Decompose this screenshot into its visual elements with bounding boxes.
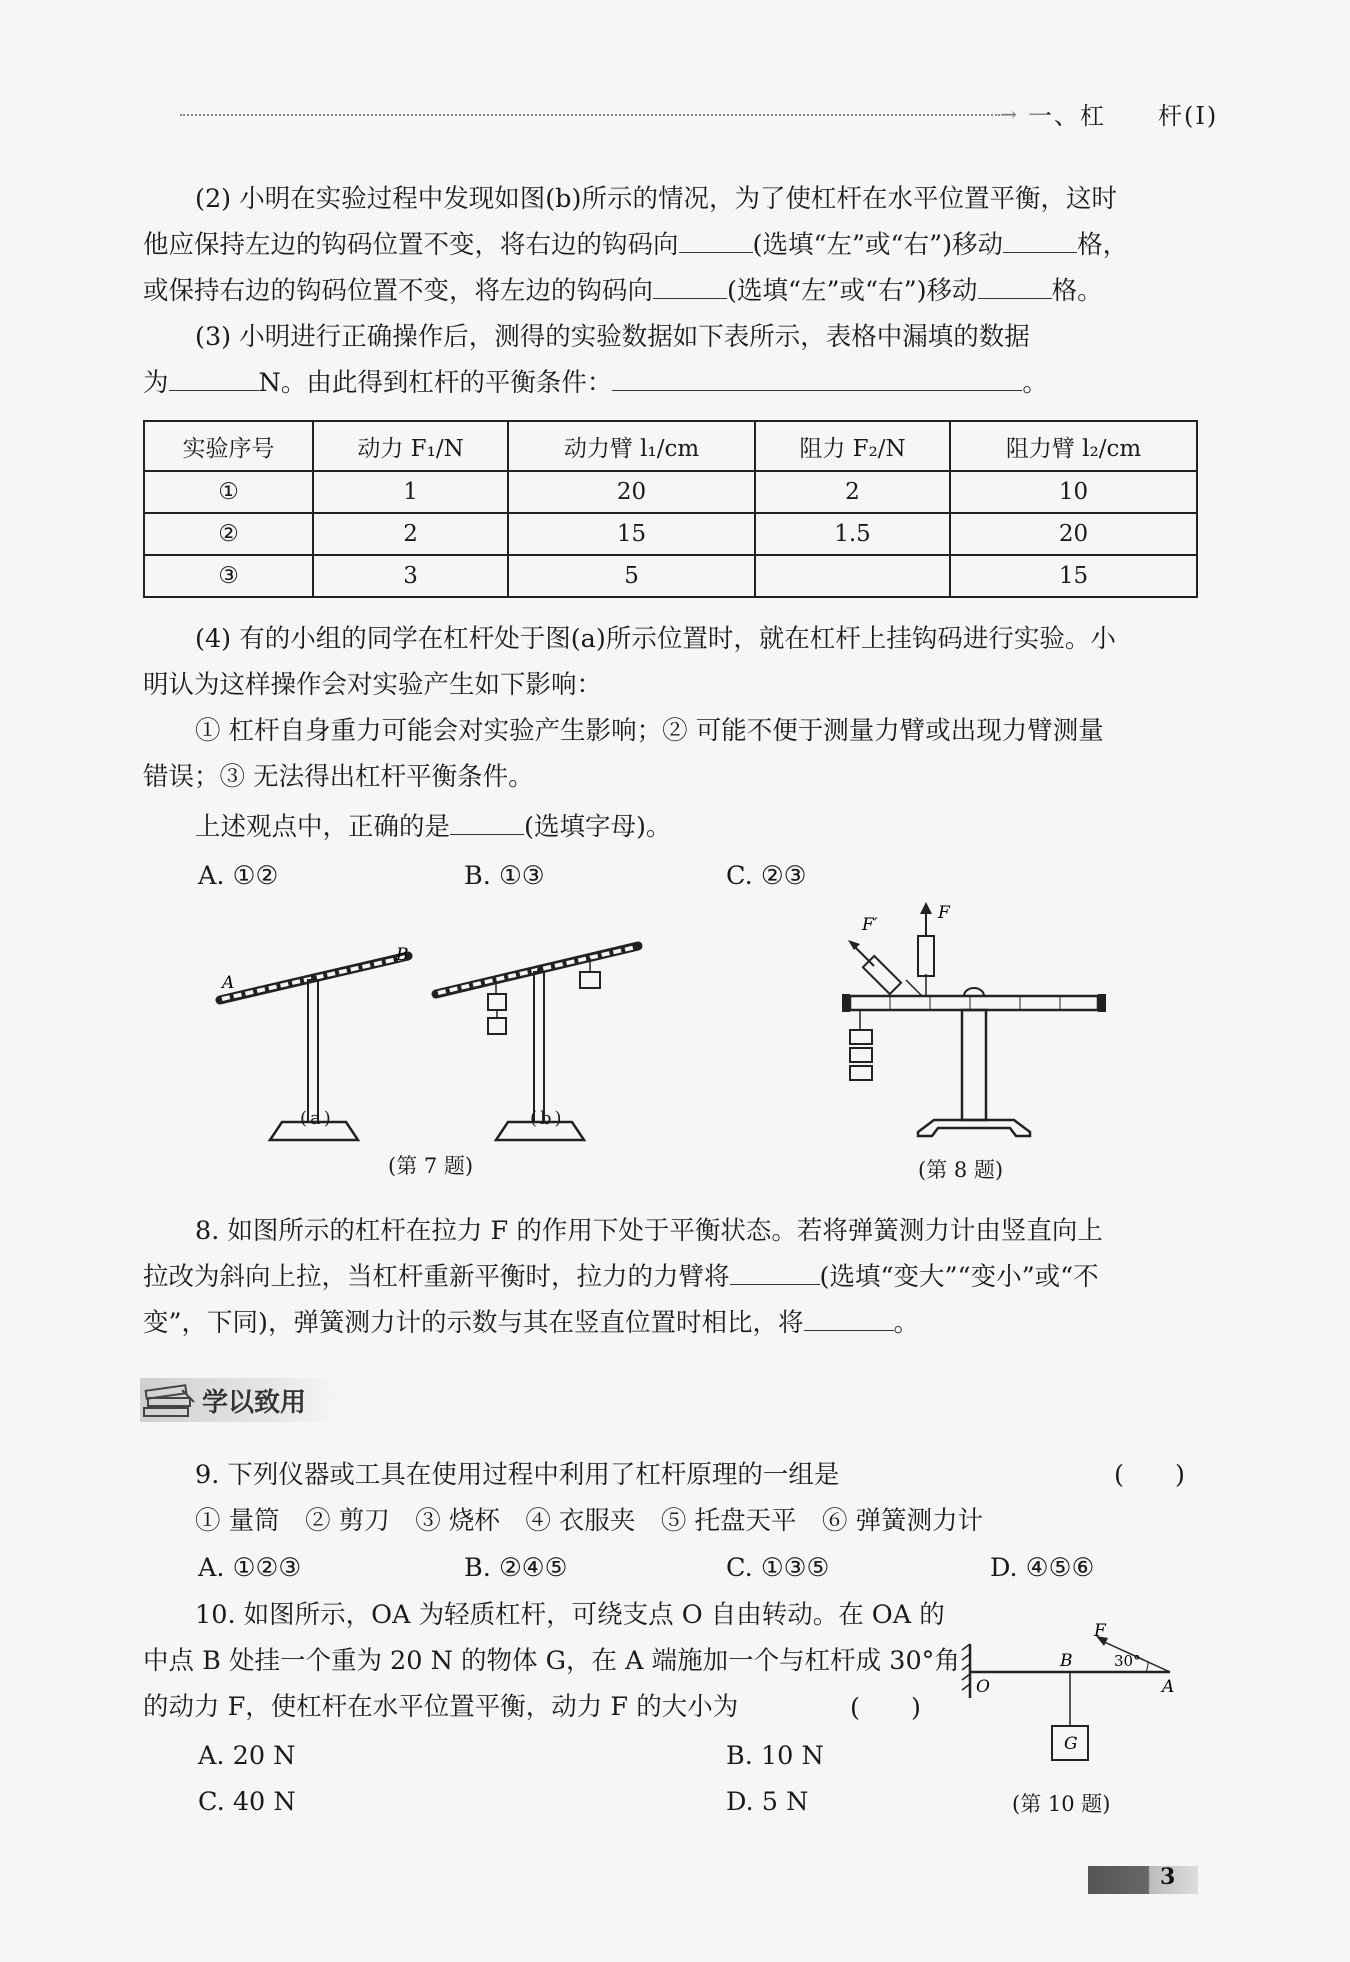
books-icon <box>142 1380 198 1422</box>
answer-blank[interactable] <box>804 1306 894 1331</box>
figure-10-lever-oa <box>960 1600 1190 1780</box>
answer-blank[interactable] <box>730 1260 820 1285</box>
q7-option-a[interactable]: A. ①② <box>198 861 279 891</box>
label-a-endpoint: A <box>222 973 235 993</box>
table-cell: 15 <box>508 513 755 555</box>
answer-blank[interactable] <box>1003 228 1077 253</box>
q8-line3: 变”，下同)，弹簧测力计的示数与其在竖直位置时相比，将 。 <box>143 1308 920 1338</box>
label-o-pivot: O <box>976 1677 990 1697</box>
table-cell: ② <box>144 513 313 555</box>
figure-7a-label: (a) <box>300 1108 334 1129</box>
answer-blank[interactable] <box>612 366 1022 391</box>
q7-part4-line3: ① 杠杆自身重力可能会对实验产生影响；② 可能不便于测量力臂或出现力臂测量 <box>195 716 1104 746</box>
table-cell: 2 <box>313 513 508 555</box>
column-header: 阻力 F₂/N <box>755 421 950 471</box>
table-cell: 20 <box>950 513 1197 555</box>
q10-line1: 10. 如图所示，OA 为轻质杠杆，可绕支点 O 自由转动。在 OA 的 <box>195 1600 945 1630</box>
table-cell: 20 <box>508 471 755 513</box>
q8-line2: 拉改为斜向上拉，当杠杆重新平衡时，拉力的力臂将 (选填“变大”“变小”或“不 <box>143 1262 1099 1292</box>
q10-figure-caption: (第 10 题) <box>1012 1792 1111 1816</box>
answer-blank[interactable] <box>653 274 727 299</box>
q8-line1: 8. 如图所示的杠杆在拉力 F 的作用下处于平衡状态。若将弹簧测力计由竖直向上 <box>195 1216 1103 1246</box>
column-header: 动力臂 l₁/cm <box>508 421 755 471</box>
q10-option-b[interactable]: B. 10 N <box>726 1741 824 1771</box>
column-header: 实验序号 <box>144 421 313 471</box>
table-cell: 1 <box>313 471 508 513</box>
label-force-f-prime: F′ <box>862 915 878 935</box>
q9-answer-paren[interactable]: ( ) <box>1114 1460 1185 1490</box>
table-cell: 1.5 <box>755 513 950 555</box>
q10-option-d[interactable]: D. 5 N <box>726 1787 809 1817</box>
q7-part2-line1: (2) 小明在实验过程中发现如图(b)所示的情况，为了使杠杆在水平位置平衡，这时 <box>195 184 1117 214</box>
answer-blank[interactable] <box>978 274 1052 299</box>
q7-part3-line2: 为 N。由此得到杠杆的平衡条件： 。 <box>143 368 1048 398</box>
q7-part4-line2: 明认为这样操作会对实验产生如下影响： <box>143 670 603 700</box>
q7-option-c[interactable]: C. ②③ <box>726 861 807 891</box>
experiment-data-table <box>143 420 1198 598</box>
q7-part2-line3: 或保持右边的钩码位置不变，将左边的钩码向 (选填“左”或“右”)移动 格。 <box>143 276 1103 306</box>
chapter-title: 一、杠 杆(Ⅰ) <box>1028 102 1219 130</box>
page-number-tab <box>1088 1866 1198 1894</box>
table-cell-missing[interactable] <box>755 555 950 597</box>
table-header-row <box>144 421 1197 471</box>
table-cell: ③ <box>144 555 313 597</box>
answer-blank[interactable] <box>169 366 259 391</box>
q9-option-d[interactable]: D. ④⑤⑥ <box>990 1553 1095 1583</box>
q7-figure-caption: (第 7 题) <box>388 1154 474 1178</box>
running-header <box>180 96 1219 132</box>
q10-line2: 中点 B 处挂一个重为 20 N 的物体 G，在 A 端施加一个与杠杆成 30°角 <box>143 1646 960 1676</box>
table-row <box>144 513 1197 555</box>
q9-option-a[interactable]: A. ①②③ <box>198 1553 302 1583</box>
figure-8-lever-with-spring-scale <box>830 900 1130 1140</box>
table-row <box>144 471 1197 513</box>
q7-part4-line5: 上述观点中，正确的是 (选填字母)。 <box>195 812 672 842</box>
q9-option-b[interactable]: B. ②④⑤ <box>464 1553 568 1583</box>
label-b-midpoint: B <box>1060 1651 1073 1671</box>
table-cell: 15 <box>950 555 1197 597</box>
header-dotted-rule <box>180 114 1000 116</box>
section-header-apply <box>140 1372 340 1426</box>
q9-option-c[interactable]: C. ①③⑤ <box>726 1553 830 1583</box>
q7-part3-line1: (3) 小明进行正确操作后，测得的实验数据如下表所示，表格中漏填的数据 <box>195 322 1030 352</box>
table-cell: 10 <box>950 471 1197 513</box>
section-title: 学以致用 <box>202 1388 307 1418</box>
table-row <box>144 555 1197 597</box>
figure-7b-label: (b) <box>530 1108 565 1129</box>
label-a-end: A <box>1162 1677 1175 1697</box>
q7-option-b[interactable]: B. ①③ <box>464 861 545 891</box>
column-header: 动力 F₁/N <box>313 421 508 471</box>
q8-figure-caption: (第 8 题) <box>918 1158 1004 1182</box>
q7-part2-line2: 他应保持左边的钩码位置不变，将右边的钩码向 (选填“左”或“右”)移动 格， <box>143 230 1129 260</box>
label-weight-g: G <box>1064 1734 1078 1754</box>
answer-blank[interactable] <box>450 810 524 835</box>
label-force-f: F <box>1094 1621 1106 1641</box>
label-angle: 30° <box>1114 1652 1141 1670</box>
q10-option-c[interactable]: C. 40 N <box>198 1787 296 1817</box>
table-cell: 2 <box>755 471 950 513</box>
q7-part4-line4: 错误；③ 无法得出杠杆平衡条件。 <box>143 762 534 792</box>
q10-option-a[interactable]: A. 20 N <box>198 1741 296 1771</box>
page-number: 3 <box>1160 1864 1176 1890</box>
column-header: 阻力臂 l₂/cm <box>950 421 1197 471</box>
header-arrow-icon: → <box>1000 102 1017 126</box>
q10-line3: 的动力 F，使杠杆在水平位置平衡，动力 F 的大小为 <box>143 1692 739 1722</box>
label-b-endpoint: B <box>396 945 409 965</box>
table-cell: 5 <box>508 555 755 597</box>
answer-blank[interactable] <box>679 228 753 253</box>
q7-part4-line1: (4) 有的小组的同学在杠杆处于图(a)所示位置时，就在杠杆上挂钩码进行实验。小 <box>195 624 1116 654</box>
table-cell: 3 <box>313 555 508 597</box>
table-cell: ① <box>144 471 313 513</box>
q9-items: ① 量筒 ② 剪刀 ③ 烧杯 ④ 衣服夹 ⑤ 托盘天平 ⑥ 弹簧测力计 <box>195 1506 984 1536</box>
label-force-f: F <box>938 903 950 923</box>
q9-stem: 9. 下列仪器或工具在使用过程中利用了杠杆原理的一组是 <box>195 1460 840 1490</box>
q10-answer-paren[interactable]: ( ) <box>850 1693 921 1723</box>
